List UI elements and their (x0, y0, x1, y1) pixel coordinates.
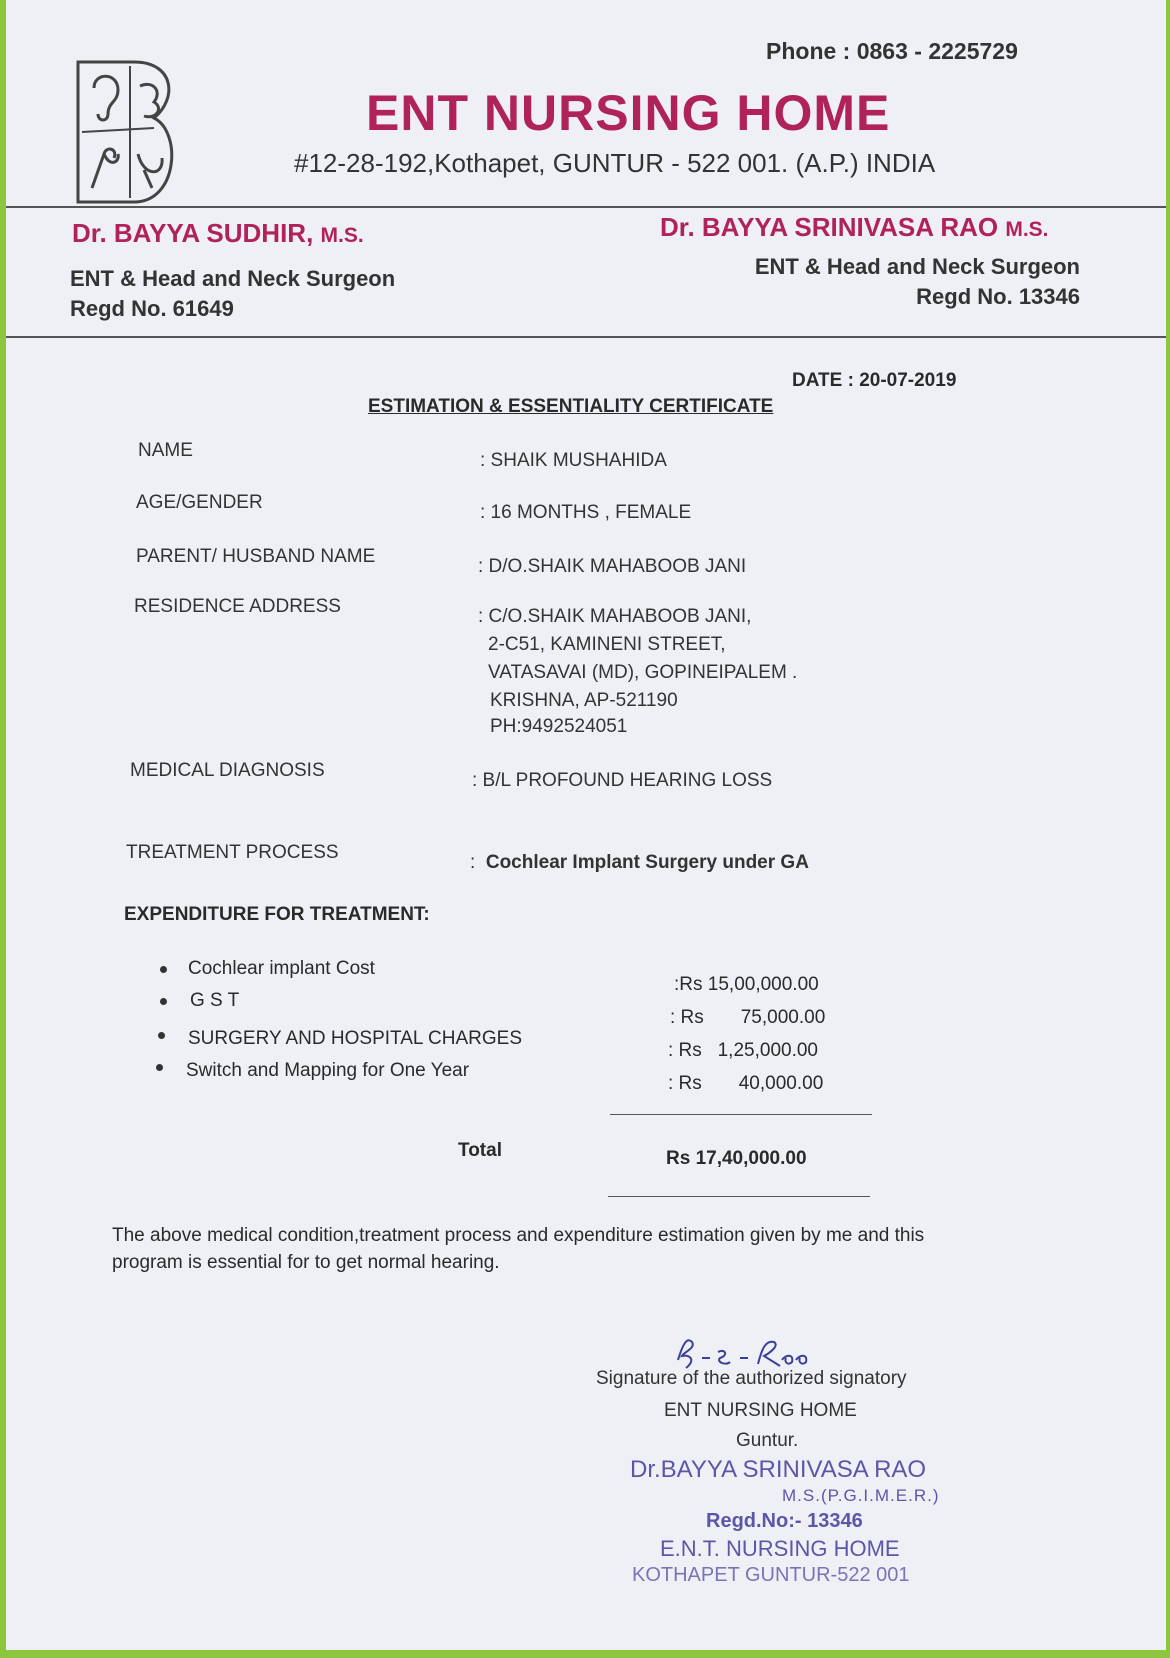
doctor-2-regd: Regd No. 13346 (916, 284, 1080, 309)
address-line-2: 2-C51, KAMINENI STREET, (488, 634, 726, 655)
expense-item-mapping: Switch and Mapping for One Year (186, 1060, 470, 1081)
expense-amount-mapping: : Rs 40,000.00 (668, 1073, 824, 1094)
address-line-3: VATASAVAI (MD), GOPINEIPALEM . (488, 662, 798, 683)
stamp-degree: M.S.(P.G.I.M.E.R.) (782, 1486, 940, 1505)
expense-item-surgery: SURGERY AND HOSPITAL CHARGES (188, 1028, 522, 1049)
hospital-phone: Phone : 0863 - 2225729 (766, 38, 1018, 64)
certificate-page (6, 0, 1166, 1650)
expense-item-gst: G S T (190, 990, 240, 1011)
expense-amount-cochlear: :Rs 15,00,000.00 (674, 974, 819, 995)
diagnosis-label: MEDICAL DIAGNOSIS (130, 760, 325, 781)
certification-statement: The above medical condition,treatment process and expenditure estimation given by me and this program is essential for to get normal hearing. (112, 1225, 925, 1273)
address-label: RESIDENCE ADDRESS (134, 596, 341, 617)
name-value: : SHAIK MUSHAHIDA (480, 450, 667, 471)
parent-value: : D/O.SHAIK MAHABOOB JANI (478, 556, 747, 577)
expenditure-heading: EXPENDITURE FOR TREATMENT: (124, 904, 430, 925)
bullet-icon (160, 966, 167, 973)
certificate-date: DATE : 20-07-2019 (792, 370, 957, 391)
expense-item-cochlear: Cochlear implant Cost (188, 958, 375, 979)
header-divider (6, 206, 1166, 208)
doctors-divider (6, 336, 1166, 338)
total-label: Total (458, 1140, 502, 1161)
stamp-hospital: E.N.T. NURSING HOME (660, 1536, 900, 1561)
address-line-5: PH:9492524051 (490, 716, 628, 737)
subtotal-underline (610, 1114, 872, 1115)
treatment-value: : Cochlear Implant Surgery under GA (470, 852, 809, 873)
stamp-address: KOTHAPET GUNTUR-522 001 (632, 1564, 910, 1586)
bullet-icon (160, 998, 167, 1005)
expense-amount-gst: : Rs 75,000.00 (670, 1007, 826, 1028)
signature-caption: Signature of the authorized signatory (596, 1368, 907, 1389)
doctor-1-name: Dr. BAYYA SUDHIR, M.S. (72, 218, 364, 248)
total-amount: Rs 17,40,000.00 (666, 1148, 807, 1169)
ear-throat-logo-icon (74, 58, 184, 206)
stamp-doctor-name: Dr.BAYYA SRINIVASA RAO (630, 1456, 927, 1483)
bullet-icon (156, 1064, 163, 1071)
stamp-regd: Regd.No:- 13346 (706, 1510, 863, 1532)
diagnosis-value: : B/L PROFOUND HEARING LOSS (472, 770, 773, 791)
age-gender-label: AGE/GENDER (136, 492, 263, 513)
doctor-1-title: ENT & Head and Neck Surgeon (70, 266, 396, 291)
total-underline (608, 1196, 870, 1197)
hospital-name: ENT NURSING HOME (366, 85, 891, 141)
signatory-hospital: ENT NURSING HOME (664, 1400, 857, 1421)
doctor-1-regd: Regd No. 61649 (70, 296, 234, 321)
certificate-title: ESTIMATION & ESSENTIALITY CERTIFICATE (368, 396, 774, 417)
bullet-icon (158, 1032, 165, 1039)
address-line-4: KRISHNA, AP-521190 (490, 690, 678, 711)
treatment-label: TREATMENT PROCESS (126, 842, 339, 863)
address-line-1: : C/O.SHAIK MAHABOOB JANI, (478, 606, 752, 627)
age-gender-value: : 16 MONTHS , FEMALE (480, 502, 692, 523)
expense-amount-surgery: : Rs 1,25,000.00 (668, 1040, 818, 1061)
name-label: NAME (138, 440, 193, 461)
doctor-2-title: ENT & Head and Neck Surgeon (754, 254, 1080, 279)
signatory-city: Guntur. (736, 1430, 799, 1451)
hospital-address: #12-28-192,Kothapet, GUNTUR - 522 001. (A.P.) INDIA (294, 148, 936, 178)
parent-label: PARENT/ HUSBAND NAME (136, 546, 376, 567)
doctor-2-name: Dr. BAYYA SRINIVASA RAO M.S. (660, 212, 1049, 242)
